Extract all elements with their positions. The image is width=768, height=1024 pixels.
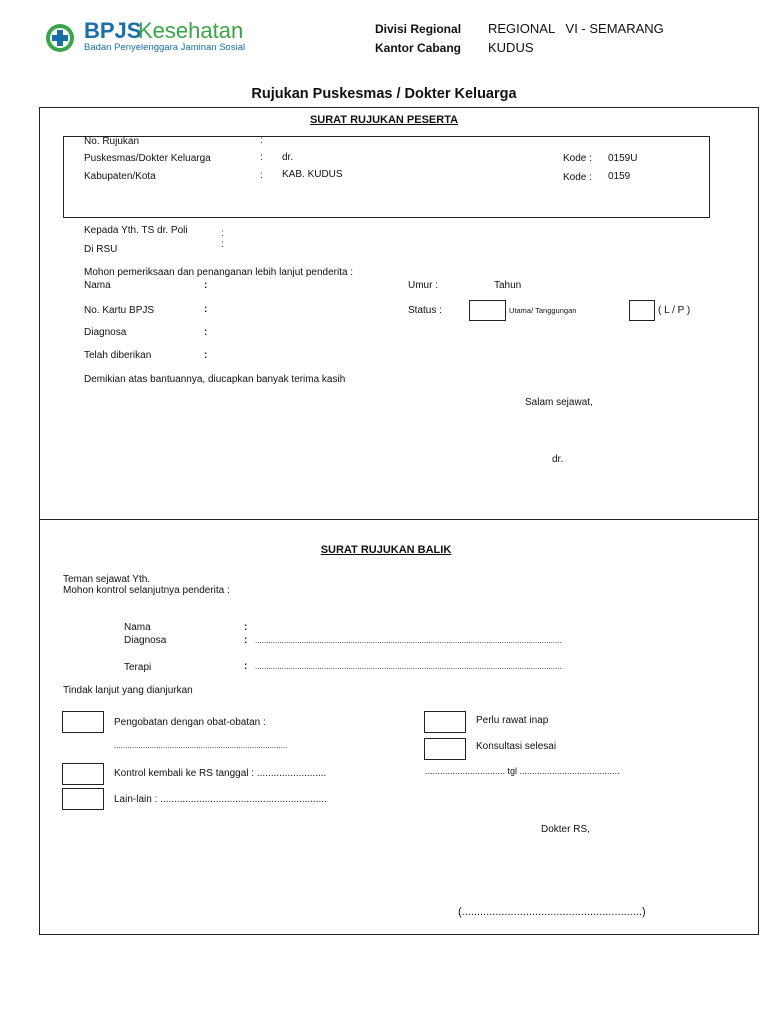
- no-rujukan-colon: :: [260, 135, 263, 146]
- kartu-label: No. Kartu BPJS: [84, 305, 155, 316]
- nama-label: Nama: [84, 280, 111, 291]
- konsultasi-label: Konsultasi selesai: [476, 741, 557, 752]
- kantor-label: Kantor Cabang: [375, 41, 462, 55]
- kode-value-2: 0159: [608, 171, 631, 182]
- divisi-label: Divisi Regional: [375, 22, 462, 36]
- pengobatan-label: Pengobatan dengan obat-obatan :: [114, 717, 266, 728]
- diberikan-label: Telah diberikan: [84, 350, 152, 361]
- kabupaten-value: KAB. KUDUS: [282, 169, 343, 180]
- pengobatan-line: ..............................................................................: [114, 741, 288, 750]
- balik-diagnosa-line: ..........................................................................................................................................: [255, 636, 562, 645]
- page-title: Rujukan Puskesmas / Dokter Keluarga: [251, 86, 517, 102]
- balik-heading: SURAT RUJUKAN BALIK: [320, 544, 452, 556]
- nama-colon: :: [204, 280, 208, 291]
- di-rsu-colon: :: [221, 239, 224, 250]
- di-rsu-label: Di RSU: [84, 244, 118, 255]
- tindak-text: Tindak lanjut yang dianjurkan: [63, 685, 193, 696]
- teman-text: Teman sejawat Yth.: [63, 574, 151, 585]
- dr-text: dr.: [552, 454, 564, 465]
- kepada-colon: :: [221, 228, 224, 239]
- tgl-line: ................................ tgl ........................................: [425, 766, 620, 776]
- balik-mohon-text: Mohon kontrol selanjutnya penderita :: [63, 585, 230, 596]
- balik-diagnosa-label: Diagnosa: [124, 635, 167, 646]
- signature-line: (...........................................................): [458, 906, 646, 918]
- rawat-label: Perlu rawat inap: [476, 715, 549, 726]
- diagnosa-colon: :: [204, 327, 208, 338]
- status-label: Status :: [408, 305, 442, 316]
- kepada-label: Kepada Yth. TS dr. Poli: [84, 225, 188, 236]
- divisi-value: REGIONAL VI - SEMARANG: [488, 21, 664, 36]
- lain-checkbox[interactable]: [62, 788, 104, 810]
- balik-nama-colon: :: [244, 622, 248, 633]
- puskesmas-colon: :: [260, 152, 263, 163]
- pengobatan-checkbox[interactable]: [62, 711, 104, 733]
- bpjs-logo-icon: [44, 22, 76, 54]
- peserta-heading: SURAT RUJUKAN PESERTA: [309, 114, 459, 126]
- kode-value-1: 0159U: [608, 153, 638, 164]
- logo-name: Kesehatan: [138, 18, 244, 43]
- gender-option: ( L / P ): [658, 305, 691, 316]
- diagnosa-label: Diagnosa: [84, 327, 127, 338]
- mohon-text: Mohon pemeriksaan dan penanganan lebih lanjut penderita :: [84, 267, 354, 278]
- kabupaten-colon: :: [260, 170, 263, 181]
- rawat-checkbox[interactable]: [424, 711, 466, 733]
- kontrol-checkbox[interactable]: [62, 763, 104, 785]
- kode-label-1: Kode :: [563, 153, 592, 164]
- salam-text: Salam sejawat,: [525, 397, 593, 408]
- diberikan-colon: :: [204, 350, 208, 361]
- no-rujukan-label: No. Rujukan: [84, 136, 140, 147]
- balik-nama-label: Nama: [124, 622, 151, 633]
- status-option: Utama/ Tanggungan: [509, 306, 577, 315]
- bpjs-logo: [44, 20, 244, 56]
- status-checkbox[interactable]: [469, 300, 506, 321]
- tahun-label: Tahun: [494, 280, 522, 291]
- dokter-label: Dokter RS,: [541, 824, 590, 835]
- kantor-value: KUDUS: [488, 40, 534, 55]
- kartu-colon: :: [204, 304, 208, 315]
- kabupaten-label: Kabupaten/Kota: [84, 171, 156, 182]
- puskesmas-label: Puskesmas/Dokter Keluarga: [84, 153, 211, 164]
- lain-label: Lain-lain : ............................................................: [114, 794, 327, 805]
- section-divider: [39, 519, 759, 520]
- demikian-text: Demikian atas bantuannya, diucapkan banyak terima kasih: [84, 374, 346, 385]
- logo-tagline: Badan Penyelenggara Jaminan Sosial: [84, 42, 246, 53]
- kode-label-2: Kode :: [563, 172, 592, 183]
- umur-label: Umur :: [408, 280, 438, 291]
- balik-diagnosa-colon: :: [244, 635, 248, 646]
- terapi-line: ..........................................................................................................................................: [255, 662, 562, 671]
- konsultasi-checkbox[interactable]: [424, 738, 466, 760]
- puskesmas-value: dr.: [282, 152, 294, 163]
- terapi-colon: :: [244, 661, 248, 672]
- gender-checkbox[interactable]: [629, 300, 655, 321]
- kontrol-label: Kontrol kembali ke RS tanggal : .........................: [114, 768, 327, 779]
- terapi-label: Terapi: [124, 662, 152, 673]
- logo-brand: BPJS: [84, 18, 142, 43]
